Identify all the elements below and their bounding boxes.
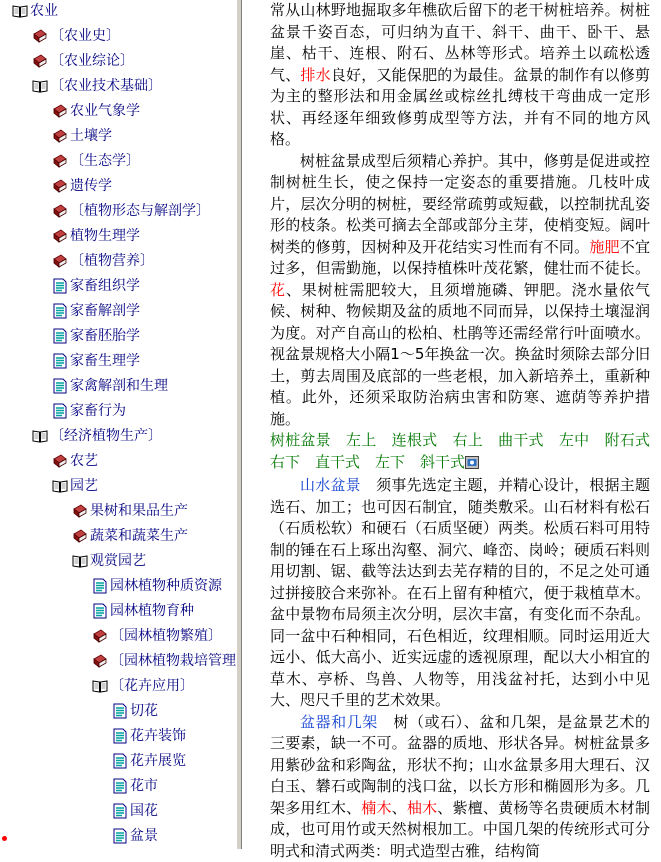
open-book-icon [32, 78, 48, 94]
section-heading[interactable]: 山水盆景 [300, 476, 361, 494]
page-icon [52, 378, 68, 394]
tree-item-label: 盆景 [130, 825, 158, 847]
tree-item-label: 家畜胚胎学 [70, 325, 140, 347]
page-icon [52, 303, 68, 319]
tree-item-label: 家畜解剖学 [70, 300, 140, 322]
hyperlink[interactable]: 楠木 [361, 799, 391, 817]
tree-item[interactable] [52, 325, 140, 347]
article-paragraph [270, 0, 650, 151]
page-icon [112, 803, 128, 819]
closed-book-icon [52, 103, 68, 119]
page-icon [52, 353, 68, 369]
text-run: 树（或石）、盆和几架，是盆景艺术的三要素，缺一不可。盆器的质地、形状各异。树桩盆景多用紫砂盆和彩陶盆，形状不拘；山水盆景多用大理石、汉白玉、礬石或陶制的浅口盆，以长方形和椭圆形为多。几架多用红木、 [270, 713, 650, 817]
tree-item[interactable] [32, 50, 134, 72]
closed-book-icon [52, 178, 68, 194]
tree-item[interactable] [112, 750, 186, 772]
tree-item-label: 农艺 [70, 450, 98, 472]
tree-item[interactable] [72, 500, 188, 522]
tree-item[interactable] [32, 25, 120, 47]
figure-caption [270, 430, 650, 475]
closed-book-icon [52, 453, 68, 469]
open-book-icon [32, 428, 48, 444]
closed-book-icon [72, 503, 88, 519]
tree-item-label: 园林植物种质资源 [110, 575, 222, 597]
open-book-icon [72, 553, 88, 569]
tree-item-label: 家畜行为 [70, 400, 126, 422]
tree-item-label: 〔园林植物栽培管理 [110, 650, 236, 672]
page-icon [112, 778, 128, 794]
closed-book-icon [32, 28, 48, 44]
tree-item-label: 农业 [30, 0, 58, 22]
open-book-icon [12, 3, 28, 19]
page-icon [52, 328, 68, 344]
tree-item-label: 园艺 [70, 475, 98, 497]
tree-item-label: 切花 [130, 700, 158, 722]
closed-book-icon [52, 203, 68, 219]
closed-book-icon [52, 253, 68, 269]
article-paragraph [270, 475, 650, 712]
tree-item[interactable] [72, 525, 188, 547]
tree-item[interactable] [32, 75, 162, 97]
tree-item-label: 观赏园艺 [90, 550, 146, 572]
splitter[interactable] [236, 0, 242, 849]
tree-item[interactable] [52, 125, 112, 147]
tree-item[interactable] [52, 200, 210, 222]
tree-panel[interactable] [0, 0, 236, 849]
hyperlink[interactable]: 施肥 [589, 238, 619, 256]
tree-item-label: 植物生理学 [70, 225, 140, 247]
tree-item[interactable] [52, 225, 140, 247]
tree-item[interactable] [52, 100, 140, 122]
page-icon [52, 278, 68, 294]
text-run: 不宜过多，但需勤施，以保持植株叶茂花繁，健壮而不徒长。 [270, 238, 650, 278]
tree-item[interactable] [112, 825, 158, 847]
tree-item-label: 花市 [130, 775, 158, 797]
tree-item-label: 〔植物形态与解剖学〕 [70, 200, 210, 222]
tree-item-label: 花卉展览 [130, 750, 186, 772]
page-icon [112, 828, 128, 844]
status-dot [2, 836, 7, 841]
closed-book-icon [32, 53, 48, 69]
text-run: 常从山林野地掘取多年樵砍后留下的老干树桩培养。树桩盆景千姿百态，可归纳为直干、斜干、曲干、卧干、悬崖、枯干、连根、附石、丛林等形式。培养土以疏松透气、 [270, 1, 650, 84]
open-book-icon [92, 678, 108, 694]
tree-item[interactable] [112, 800, 158, 822]
tree-item[interactable] [52, 450, 98, 472]
hyperlink[interactable]: 排水 [300, 66, 330, 84]
tree-item-label: 农业气象学 [70, 100, 140, 122]
page-icon [52, 403, 68, 419]
tree-item[interactable] [52, 400, 126, 422]
article-paragraph [270, 712, 650, 862]
section-heading[interactable]: 盆器和几架 [300, 713, 378, 731]
tree-item[interactable] [52, 300, 140, 322]
tree-item-label: 土壤学 [70, 125, 112, 147]
closed-book-icon [72, 528, 88, 544]
tree-item-label: 〔农业史〕 [50, 25, 120, 47]
tree-item-label: 〔花卉应用〕 [110, 675, 194, 697]
image-icon[interactable] [465, 454, 479, 476]
tree-item[interactable] [52, 275, 140, 297]
tree-item[interactable] [112, 700, 158, 722]
tree-item[interactable] [92, 675, 194, 697]
closed-book-icon [92, 628, 108, 644]
tree-item-label: 果树和果品生产 [90, 500, 188, 522]
tree-item[interactable] [52, 350, 140, 372]
tree-item[interactable] [92, 625, 222, 647]
page-icon [112, 753, 128, 769]
hyperlink[interactable]: 柚木 [407, 799, 437, 817]
tree-item-label: 花卉装饰 [130, 725, 186, 747]
text-run: 须事先选定主题，并精心设计，根据主题选石、加工；也可因石制宜，随类敷采。山石材料有松石（石质松软）和硬石（石质坚硬）两类。松质石料可用特制的锤在石上琢出沟壑、洞穴、峰峦、岗岭；硬质石料则用切割、锯、截等法达到去芜存精的目的，不足之处可通过拼接胶合来弥补。在石上留有种植穴，便于栽植草木。盆中景物布局须主次分明，层次丰富，有变化而不杂乱。同一盆中石种相同，石色相近，纹理相顺。同时运用近大远小、低大高小、近实远虚的透视原理，配以大小相宜的草木、亭桥、鸟兽、人物等，用浅盆衬托，达到小中见大、咫尺千里的艺术效果。 [270, 476, 650, 709]
tree-item-label: 家畜组织学 [70, 275, 140, 297]
closed-book-icon [52, 128, 68, 144]
scrollbar[interactable] [650, 0, 661, 849]
tree-item[interactable] [12, 0, 58, 22]
tree-item[interactable] [52, 175, 112, 197]
text-run: 、 [392, 799, 407, 817]
tree-item[interactable] [92, 600, 194, 622]
text-run: 树桩盆景 左上 连根式 右上 曲干式 左中 附石式 右下 直干式 左下 斜干式 [270, 431, 661, 471]
page-icon [112, 728, 128, 744]
page-icon [92, 578, 108, 594]
closed-book-icon [52, 153, 68, 169]
tree-item-label: 〔经济植物生产〕 [50, 425, 162, 447]
tree-item[interactable] [112, 725, 186, 747]
tree-item[interactable] [52, 250, 154, 272]
tree-item-label: 蔬菜和蔬菜生产 [90, 525, 188, 547]
tree-item[interactable] [72, 550, 146, 572]
text-run: 树桩盆景成型后须精心养护。其中，修剪是促进或控制树桩生长，使之保持一定姿态的重要措施。几枝叶成片，层次分明的树桩，要经常疏剪或短截，以控制扰乱姿形的枝条。松类可摘去全部或部分主芽，使梢变短。阔叶树类的修剪，因树种及开花结实习性而有不同。 [270, 152, 650, 256]
text-run: 良好，又能保肥的为最佳。盆景的制作有以修剪为主的整形法和用金属丝或棕丝扎缚枝干弯曲成一定形状、再经逐年细致修剪成型等方法，并有不同的地方风格。 [270, 66, 650, 149]
page-icon [112, 703, 128, 719]
text-run: 、紫檀、黄杨等名贵硬质木材制成，也可用竹或天然树根加工。中国几架的传统形式可分明式和清式两类：明式造型古雅，结构简 [270, 799, 650, 860]
tree-item[interactable] [92, 650, 236, 672]
tree-item-label: 〔植物营养〕 [70, 250, 154, 272]
article-paragraph [270, 151, 650, 431]
tree-item-label: 家禽解剖和生理 [70, 375, 168, 397]
tree-item-label: 〔农业综论〕 [50, 50, 134, 72]
tree-item[interactable] [52, 475, 98, 497]
page-icon [92, 603, 108, 619]
tree-item-label: 遗传学 [70, 175, 112, 197]
tree-item[interactable] [32, 425, 162, 447]
tree-item-label: 国花 [130, 800, 158, 822]
closed-book-icon [52, 228, 68, 244]
tree-item-label: 〔园林植物繁殖〕 [110, 625, 222, 647]
open-book-icon [52, 478, 68, 494]
text-run: 、果树桩需肥较大，且须增施磷、钾肥。浇水量依气候、树种、物候期及盆的质地不同而异，以保持土壤湿润为度。对产自高山的松柏、杜鹃等还需经常行叶面喷水。视盆景规格大小隔1～5年换盆一次。换盆时须除去部分旧土，剪去周围及底部的一些老根，加入新培养土，重新种植。此外，还须采取防治病虫害和防寒、遮荫等养护措施。 [270, 281, 650, 428]
tree-item-label: 〔农业技术基础〕 [50, 75, 162, 97]
tree-item-label: 〔生态学〕 [70, 150, 140, 172]
tree-item[interactable] [52, 150, 140, 172]
tree-item-label: 园林植物育种 [110, 600, 194, 622]
tree-item-label: 家畜生理学 [70, 350, 140, 372]
tree-item[interactable] [112, 775, 158, 797]
hyperlink[interactable]: 花 [270, 281, 286, 299]
tree-item[interactable] [92, 575, 222, 597]
closed-book-icon [92, 653, 108, 669]
article-panel [246, 0, 650, 849]
tree-item[interactable] [52, 375, 168, 397]
